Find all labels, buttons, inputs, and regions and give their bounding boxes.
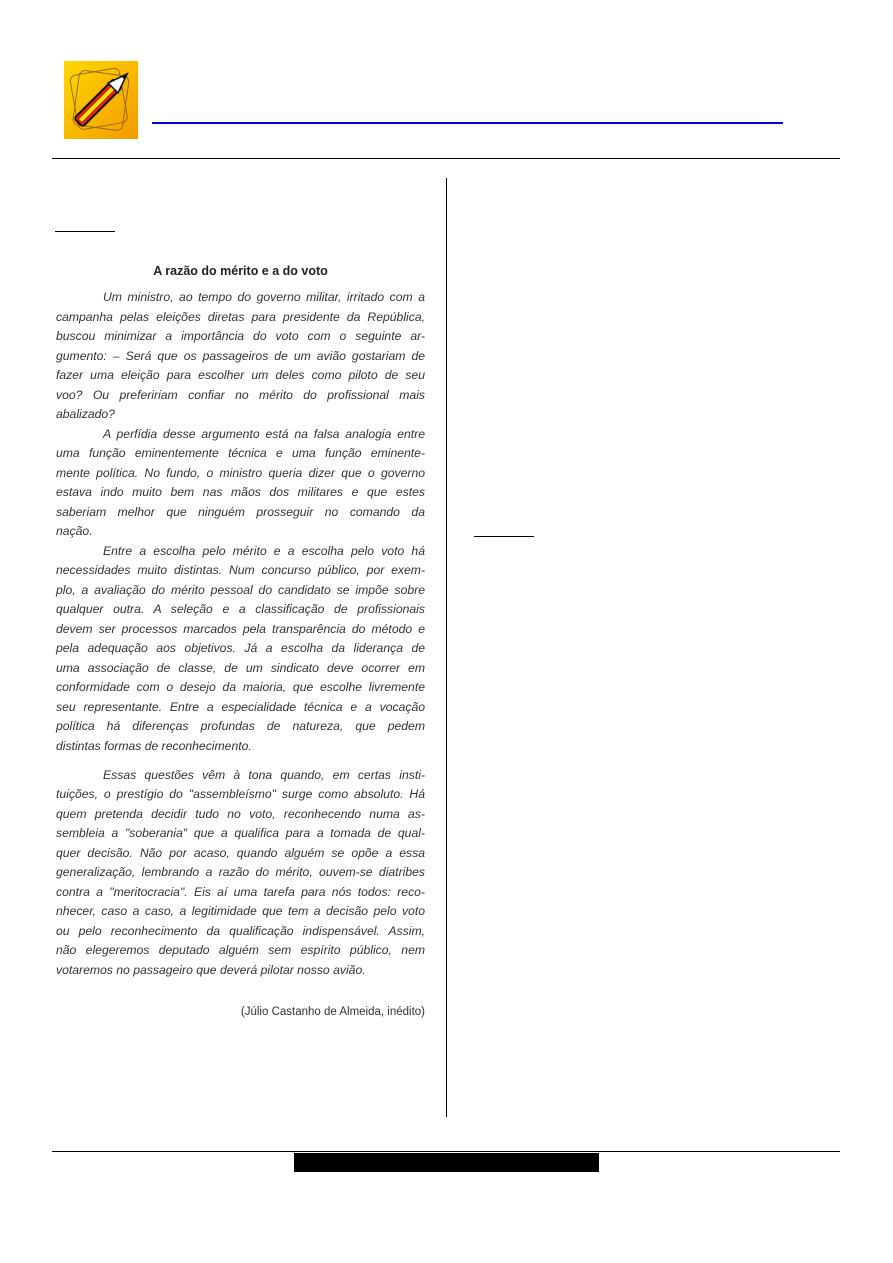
text-line: voo? Ou prefeririam confiar no mérito do profissional mais [56,387,425,402]
text-line: nhecer, caso a caso, a legitimidade que tem a decisão pelo voto [56,904,425,919]
text-line: votaremos no passageiro que deverá pilotar nosso avião. [56,962,366,977]
paragraph [56,766,425,981]
blank-underline [474,536,534,537]
text-line: pela adequação aos objetivos. Já a escolha da liderança de [56,641,425,655]
text-line: devem ser processos marcados pela transparência do método e [56,621,425,636]
text-line: tuições, o prestígio do "assembleísmo" surge como absoluto. Há [56,787,425,802]
footer-divider [52,1151,840,1152]
text-line: campanha pelas eleições diretas para presidente da República, [56,309,425,324]
text-line: ou pelo reconhecimento da qualificação indispensável. Assim, [56,923,425,938]
text-line: quer decisão. Não por acaso, quando alguém se opõe a essa [56,845,425,860]
text-line: distintas formas de reconhecimento. [56,738,252,753]
paragraph [56,288,425,425]
text-line: contra a "meritocracia". Eis aí uma tarefa para nós todos: reco- [56,884,425,899]
paragraph [56,425,425,542]
header-rule [152,122,783,124]
text-line: Essas questões vêm à tona quando, em certas insti- [103,767,425,782]
text-line: necessidades muito distintas. Num concurso público, por exem- [56,563,425,577]
text-line: buscou minimizar a importância do voto com o seguinte ar- [56,329,425,343]
text-line: sembleia a "soberania" que a qualifica para a tomada de qual- [56,826,425,841]
text-line: gumento: – Será que os passageiros de um avião gostariam de [56,348,425,363]
text-line: não elegeremos deputado alguém sem espírito público, nem [56,943,425,958]
blank-underline [55,231,115,232]
text-line: mente política. No fundo, o ministro queria dizer que o governo [56,465,425,480]
text-line: conformidade com o desejo da maioria, que escolhe livremente [56,680,425,694]
text-line: quem pretenda decidir tudo no voto, reconhecendo numa as- [56,806,425,821]
article-title: A razão do mérito e a do voto [153,264,328,278]
text-line: uma associação de classe, de um sindicato deve ocorrer em [56,660,425,675]
text-line: seu representante. Entre a especialidade técnica e a vocação [56,699,425,714]
pencil-logo [64,61,138,139]
text-line: Um ministro, ao tempo do governo militar, irritado com a [103,290,425,304]
text-line: Entre a escolha pelo mérito e a escolha pelo voto há [103,543,425,558]
text-line: fazer uma eleição para escolher um deles como piloto de seu [56,368,425,382]
column-divider [446,178,447,1117]
text-line: A perfídia desse argumento está na falsa analogia entre [103,426,425,441]
text-line: qualquer outra. A seleção e a classificação de profissionais [56,602,425,616]
article-author: (Júlio Castanho de Almeida, inédito) [240,1006,425,1018]
text-line: saberiam melhor que ninguém prosseguir no comando da [56,504,425,519]
text-line: uma função eminentemente técnica e uma função eminente- [56,446,425,460]
header-divider [52,158,840,159]
text-line: abalizado? [56,407,115,421]
text-line: plo, a avaliação do mérito pessoal do candidato se impõe sobre [56,582,425,597]
text-line: estava indo muito bem nas mãos dos militares e que estes [56,485,425,499]
footer-bar [294,1153,599,1172]
text-line: política há diferenças profundas de natureza, que pedem [56,719,425,733]
text-line: nação. [56,524,93,538]
article-body [56,288,425,980]
paragraph [56,542,425,757]
text-line: generalização, lembrando a razão do mérito, ouvem-se diatribes [56,865,425,880]
